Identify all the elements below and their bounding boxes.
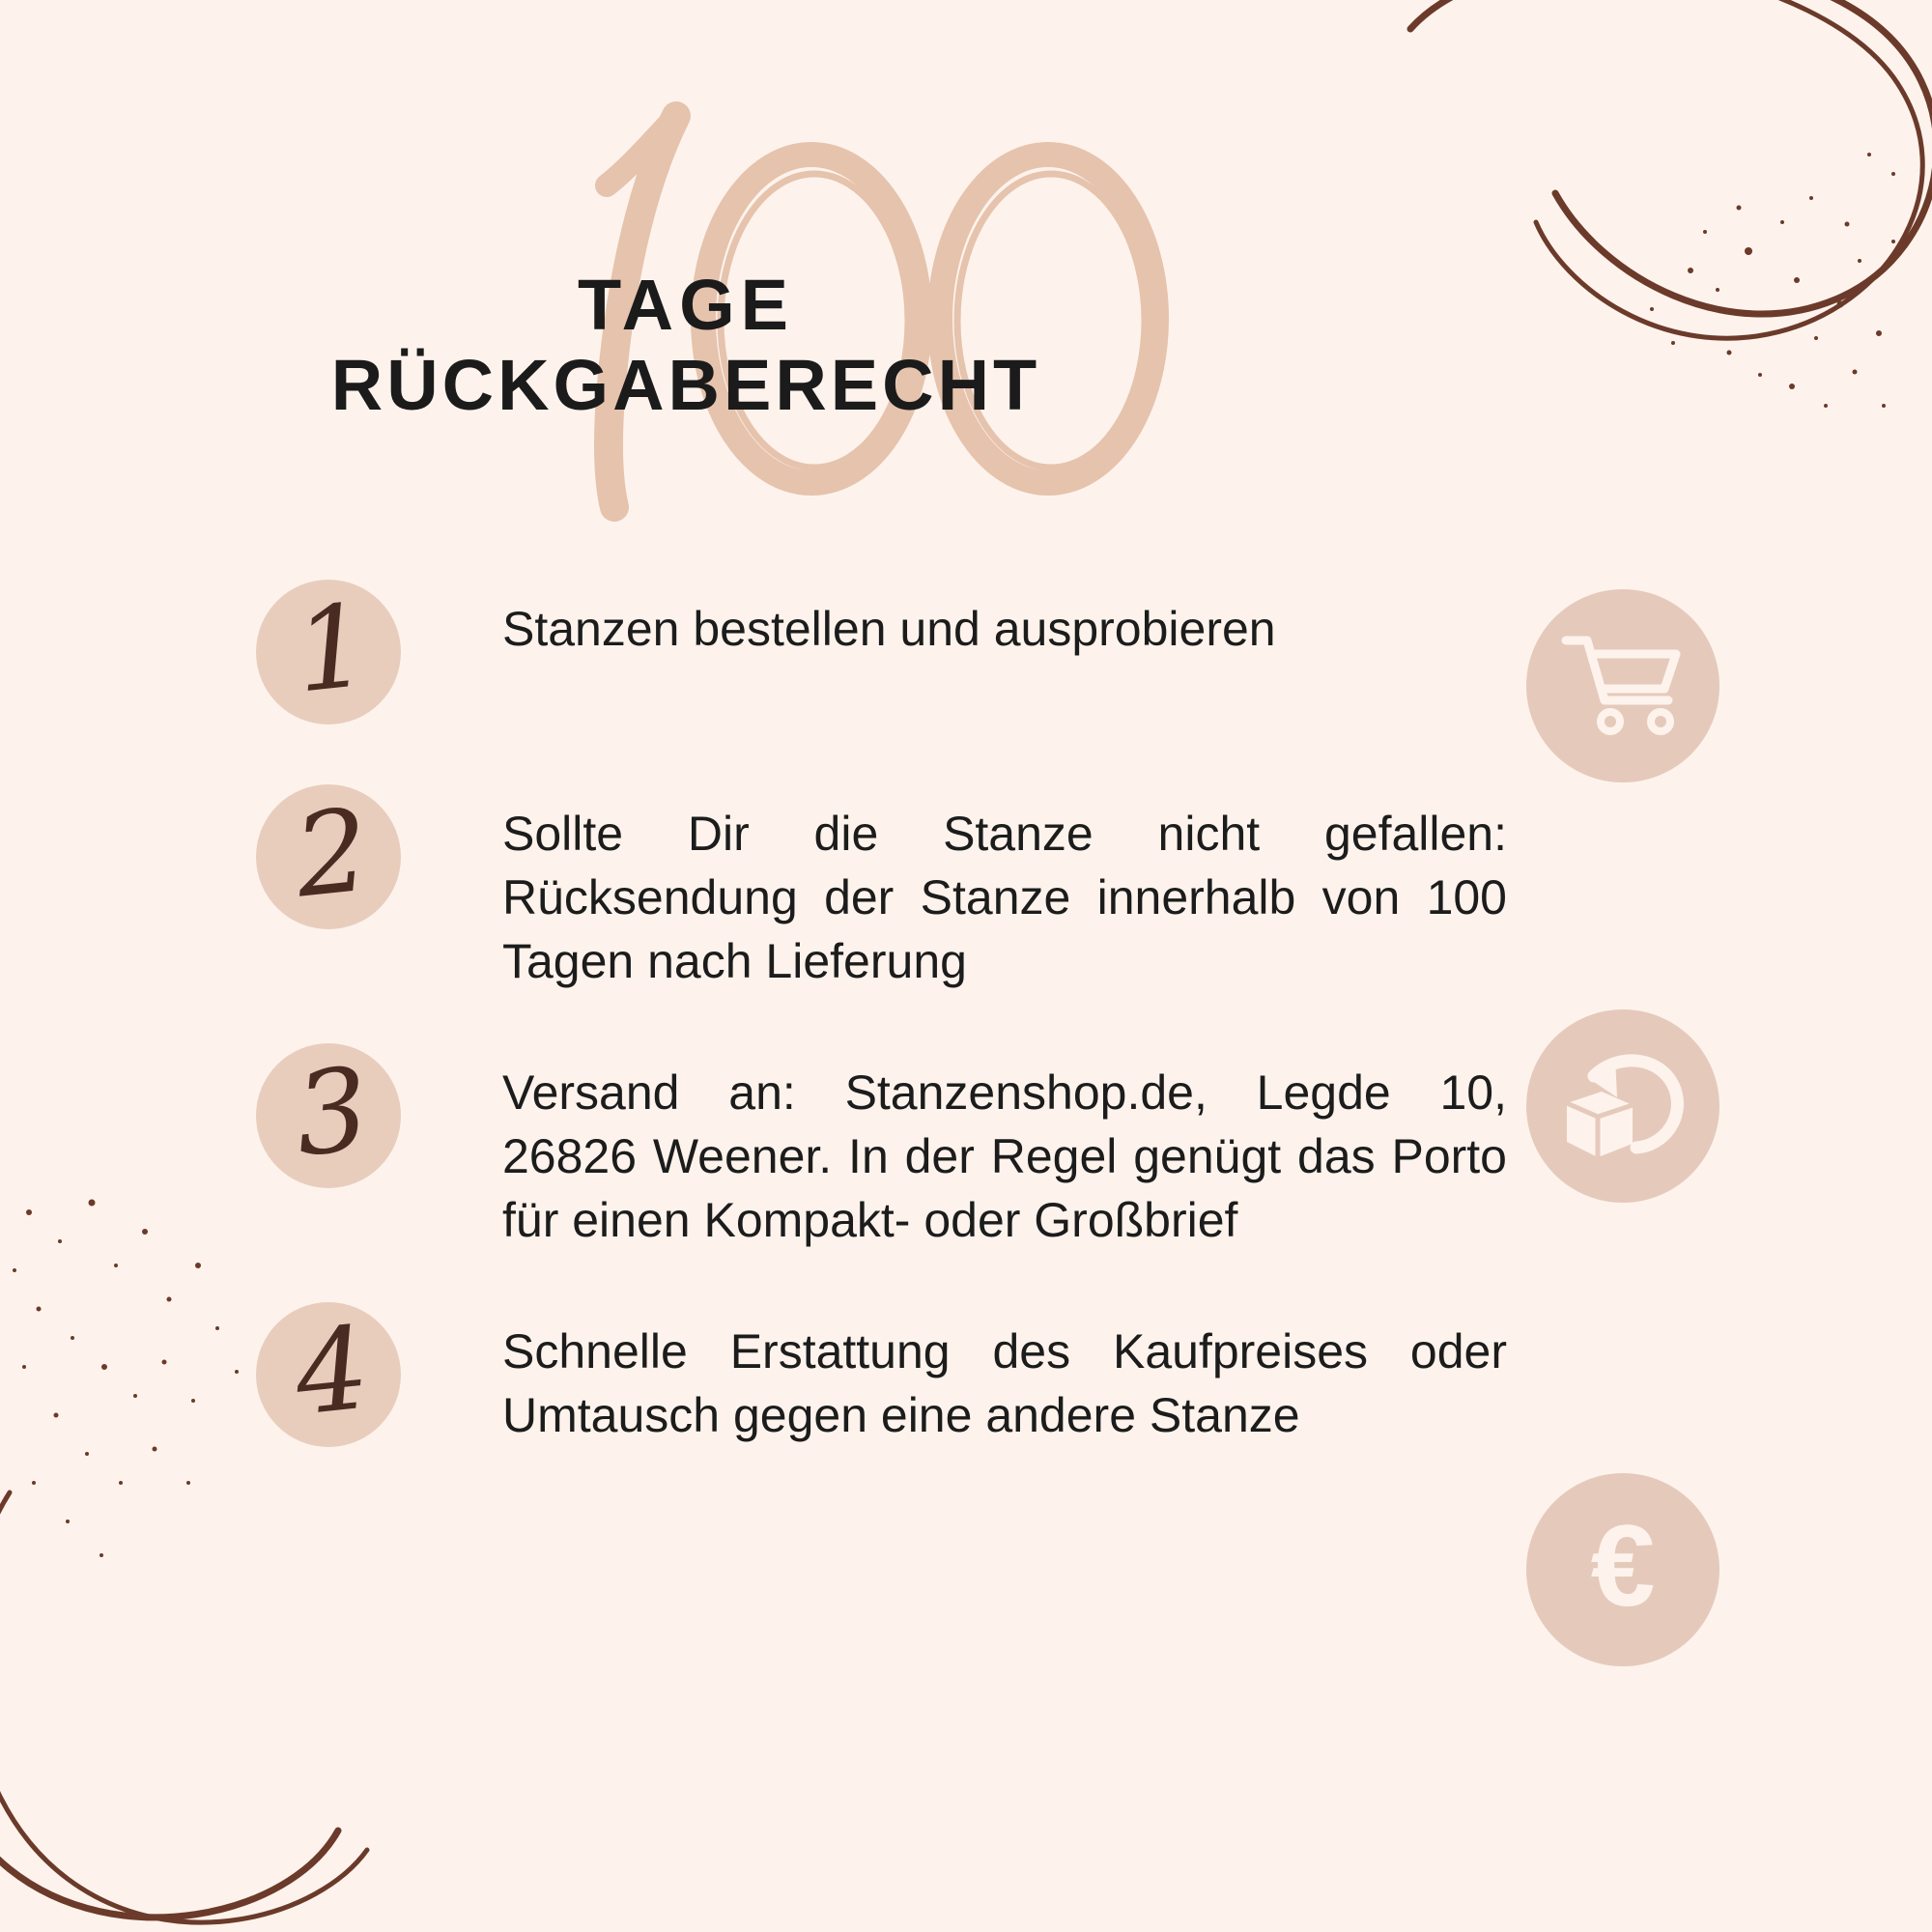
list-item <box>0 580 1932 734</box>
euro-glyph: € <box>1590 1501 1656 1631</box>
step-text: Sollte Dir die Stanze nicht gefallen: Rücksendung der Stanze innerhalb von 100 Tagen nach Lieferung <box>502 807 1507 988</box>
list-item <box>0 784 1932 993</box>
step-text: Schnelle Erstattung des Kaufpreises oder Umtausch gegen eine andere Stanze <box>502 1324 1507 1442</box>
decoration-speckles-top-right <box>1314 116 1913 507</box>
list-item <box>0 1043 1932 1252</box>
hero-line-2: RÜCKGABERECHT <box>330 344 1041 425</box>
page-title <box>0 266 1372 426</box>
step-text: Stanzen bestellen und ausprobieren <box>502 602 1276 656</box>
step-number-badge <box>256 580 401 724</box>
step-number: 3 <box>289 1041 376 1182</box>
list-item <box>0 1302 1932 1457</box>
step-number: 1 <box>289 578 376 719</box>
hero-block <box>0 77 1372 531</box>
decoration-top-right-swoosh <box>1314 0 1932 411</box>
step-number: 2 <box>289 782 376 923</box>
step-number: 4 <box>289 1300 376 1441</box>
steps-list <box>0 580 1932 1507</box>
step-text: Versand an: Stanzenshop.de, Legde 10, 26826 Weener. In der Regel genügt das Porto für einen Kompakt- oder Großbrief <box>502 1065 1507 1247</box>
decoration-bottom-left-swoosh <box>0 1463 483 1932</box>
hero-line-1: TAGE <box>577 265 795 345</box>
step-number-badge <box>256 1302 401 1447</box>
step-number-badge <box>256 784 401 929</box>
step-number-badge <box>256 1043 401 1188</box>
